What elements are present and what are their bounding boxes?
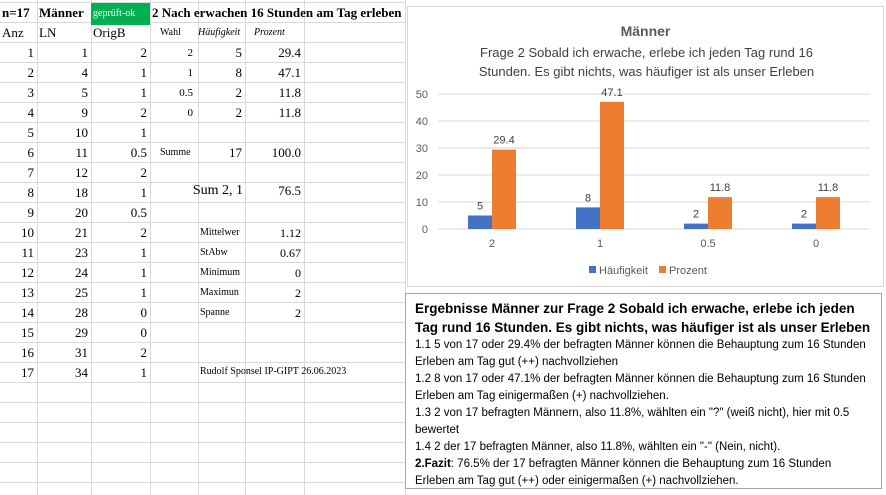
cell-origb[interactable]: 1 [140, 125, 147, 140]
col-header-ln[interactable]: LN [39, 25, 57, 40]
cell-origb[interactable]: 2 [140, 225, 147, 240]
cell-anz[interactable]: 8 [27, 185, 34, 200]
cell-origb[interactable]: 1 [140, 265, 147, 280]
cell-origb[interactable]: 1 [140, 365, 147, 380]
bar-haeufigkeit [576, 207, 600, 229]
freq-cell-prozent[interactable]: 29.4 [278, 45, 301, 60]
results-textbox[interactable] [405, 293, 882, 489]
stat-label[interactable]: Mittelwer [200, 227, 240, 238]
cell-origb[interactable]: 0 [140, 305, 147, 320]
cell-ln[interactable]: 1 [81, 45, 88, 60]
cell-ln[interactable]: 20 [75, 205, 88, 220]
cell-origb[interactable]: 1 [140, 285, 147, 300]
freq-cell-wahl[interactable]: 2 [187, 47, 193, 59]
cell-origb[interactable]: 1 [140, 65, 147, 80]
cell-anz[interactable]: 10 [21, 225, 34, 240]
fazit-label: 2.Fazit [415, 458, 451, 470]
cell-ln[interactable]: 24 [75, 265, 88, 280]
freq-cell-wahl[interactable]: 0.5 [179, 87, 193, 99]
freq-cell-haeufigkeit[interactable]: 5 [235, 45, 242, 60]
cell-anz[interactable]: 7 [27, 165, 34, 180]
grid-hline [0, 402, 405, 403]
cell-origb[interactable]: 1 [140, 245, 147, 260]
cell-anz[interactable]: 4 [27, 105, 34, 120]
sum21-label[interactable]: Sum 2, 1 [192, 183, 243, 198]
col-header-anz[interactable]: Anz [2, 25, 24, 40]
n-count-cell[interactable]: n=17 [2, 5, 30, 20]
data-label: 47.1 [601, 86, 623, 99]
cell-origb[interactable]: 2 [140, 165, 147, 180]
cell-origb[interactable]: 1 [140, 85, 147, 100]
data-label: 29.4 [493, 134, 515, 147]
cell-anz[interactable]: 6 [27, 145, 34, 160]
cell-anz[interactable]: 1 [27, 45, 34, 60]
data-label: 5 [476, 200, 484, 213]
stat-value[interactable]: 1.12 [280, 226, 301, 240]
data-label: 8 [584, 192, 592, 205]
y-tick-label: 40 [415, 116, 428, 128]
cell-ln[interactable]: 29 [75, 325, 88, 340]
freq-cell-haeufigkeit[interactable]: 2 [235, 85, 242, 100]
legend-swatch-blue [589, 266, 596, 273]
col-header-origb[interactable]: OrigB [93, 25, 126, 40]
x-tick-label: 2 [488, 238, 496, 250]
x-tick-label: 1 [596, 238, 604, 250]
results-item-1-3: 1.3 2 von 17 befragten Männern, also 11.8%, wählten ein "?" (weiß nicht), hier mit 0.5 bewertet [415, 407, 850, 436]
y-tick-label: 10 [415, 197, 428, 209]
author-credit[interactable]: Rudolf Sponsel IP-GIPT 26.06.2023 [200, 366, 347, 377]
bar-haeufigkeit [792, 224, 816, 229]
cell-anz[interactable]: 13 [21, 285, 34, 300]
cell-anz[interactable]: 11 [21, 245, 34, 260]
cell-ln[interactable]: 18 [75, 185, 88, 200]
cell-anz[interactable]: 17 [21, 365, 34, 380]
cell-ln[interactable]: 9 [81, 105, 88, 120]
results-item-1-1: 1.1 5 von 17 oder 29.4% der befragten Männer können die Behauptung zum 16 Stunden Erleben am Tag gut (++) nachvollziehen [415, 339, 866, 368]
cell-ln[interactable]: 11 [75, 145, 88, 160]
cell-ln[interactable]: 28 [75, 305, 88, 320]
cell-ln[interactable]: 34 [75, 365, 88, 380]
data-label: 11.8 [817, 182, 839, 195]
question-title-cell[interactable]: 2 Nach erwachen 16 Stunden am Tag erleben [152, 5, 402, 20]
data-label: 11.8 [709, 182, 731, 195]
fazit-text: : 76.5% der 17 befragten Männer können die Behauptung zum 16 Stunden Erleben am Tag gut (++) oder einigermaßen (+) nachvollziehen. [415, 458, 832, 487]
grid-hline [0, 422, 405, 423]
cell-ln[interactable]: 12 [75, 165, 88, 180]
summe-prozent[interactable]: 100.0 [271, 145, 301, 160]
cell-origb[interactable]: 2 [140, 345, 147, 360]
bar-prozent [708, 197, 732, 229]
bar-chart[interactable] [407, 6, 884, 287]
cell-anz[interactable]: 3 [27, 85, 34, 100]
legend-item-haeufigkeit [589, 264, 648, 278]
cell-anz[interactable]: 15 [21, 325, 34, 340]
cell-origb[interactable]: 0.5 [130, 205, 147, 220]
freq-cell-wahl[interactable]: 1 [187, 67, 193, 79]
stat-label[interactable]: Spanne [200, 307, 230, 318]
bar-haeufigkeit [684, 224, 708, 229]
y-tick-label: 30 [415, 143, 428, 155]
cell-anz[interactable]: 16 [21, 345, 34, 360]
results-item-1-4: 1.4 2 der 17 befragten Männer, also 11.8%, wählten ein "-" (Nein, nicht). [415, 441, 781, 453]
freq-cell-wahl[interactable]: 0 [187, 107, 193, 119]
cell-origb[interactable]: 2 [140, 45, 147, 60]
cell-anz[interactable]: 5 [27, 125, 34, 140]
freq-cell-haeufigkeit[interactable]: 8 [235, 65, 242, 80]
grid-hline [0, 482, 405, 483]
bar-prozent [816, 197, 840, 229]
bar-haeufigkeit [468, 216, 492, 230]
stat-label[interactable]: Minimum [200, 267, 241, 278]
cell-ln[interactable]: 31 [75, 345, 88, 360]
stat-label[interactable]: Maximun [200, 287, 239, 298]
data-label: 2 [800, 208, 808, 221]
cell-origb[interactable]: 0 [140, 325, 147, 340]
bar-prozent [600, 102, 624, 229]
legend-label-haeufigkeit: Häufigkeit [599, 265, 648, 277]
chart-title: Männer [620, 23, 671, 39]
cell-anz[interactable]: 9 [27, 205, 34, 220]
results-heading: Ergebnisse Männer zur Frage 2 Sobald ich erwache, erlebe ich jeden Tag rund 16 Stunden. Es gibt nichts, was häufiger ist als unser Erleben [415, 301, 871, 335]
cell-origb[interactable]: 0.5 [130, 145, 147, 160]
stat-value[interactable]: 2 [295, 306, 301, 320]
stat-value[interactable]: 0 [295, 266, 301, 280]
stat-label[interactable]: StAbw [200, 247, 228, 258]
results-fazit [415, 456, 873, 490]
sum21-value[interactable]: 76.5 [278, 183, 301, 198]
freq-cell-prozent[interactable]: 47.1 [278, 65, 301, 80]
cell-ln[interactable]: 4 [81, 65, 88, 80]
cell-anz[interactable]: 2 [27, 65, 34, 80]
stat-value[interactable]: 0.67 [280, 246, 301, 260]
legend-item-prozent [659, 264, 707, 278]
col-header-wahl[interactable]: Wahl [160, 27, 181, 38]
chart-subtitle [428, 43, 865, 81]
freq-cell-prozent[interactable]: 11.8 [278, 105, 301, 120]
bar-prozent [492, 150, 516, 229]
chart-subtitle-line-2: Stunden. Es gibt nichts, was häufiger ist als unser Erleben [478, 64, 815, 79]
y-tick-label: 0 [421, 224, 428, 236]
x-tick-label: 0 [812, 238, 820, 250]
cell-ln[interactable]: 21 [75, 225, 88, 240]
checked-status-cell[interactable]: geprüft-ok [91, 3, 150, 25]
freq-cell-haeufigkeit[interactable]: 2 [235, 105, 242, 120]
legend-label-prozent: Prozent [669, 265, 707, 277]
data-label: 2 [692, 208, 700, 221]
cell-ln[interactable]: 23 [75, 245, 88, 260]
summe-haeufigkeit[interactable]: 17 [229, 145, 242, 160]
stat-value[interactable]: 2 [295, 286, 301, 300]
col-header-prozent[interactable]: Prozent [254, 27, 285, 38]
freq-cell-prozent[interactable]: 11.8 [278, 85, 301, 100]
x-tick-label: 0.5 [700, 238, 716, 250]
group-cell[interactable]: Männer [39, 5, 84, 20]
grid-vline [304, 0, 305, 495]
cell-ln[interactable]: 25 [75, 285, 88, 300]
y-tick-label: 20 [415, 170, 428, 182]
summe-label[interactable]: Summe [160, 147, 191, 158]
col-header-haeufigkeit[interactable]: Häufigkeit [198, 27, 241, 38]
chart-subtitle-line-1: Frage 2 Sobald ich erwache, erlebe ich jeden Tag rund 16 [480, 45, 813, 60]
cell-ln[interactable]: 5 [81, 85, 88, 100]
cell-anz[interactable]: 14 [21, 305, 34, 320]
cell-origb[interactable]: 1 [140, 185, 147, 200]
cell-anz[interactable]: 12 [21, 265, 34, 280]
cell-ln[interactable]: 10 [75, 125, 88, 140]
cell-origb[interactable]: 2 [140, 105, 147, 120]
legend-swatch-orange [659, 266, 666, 273]
y-tick-label: 50 [415, 89, 428, 101]
grid-hline [0, 442, 405, 443]
results-item-1-2: 1.2 8 von 17 oder 47.1% der befragten Männer können die Behauptung zum 16 Stunden Erleben am Tag einigermaßen (+) nachvollziehen. [415, 373, 866, 402]
grid-hline [0, 462, 405, 463]
